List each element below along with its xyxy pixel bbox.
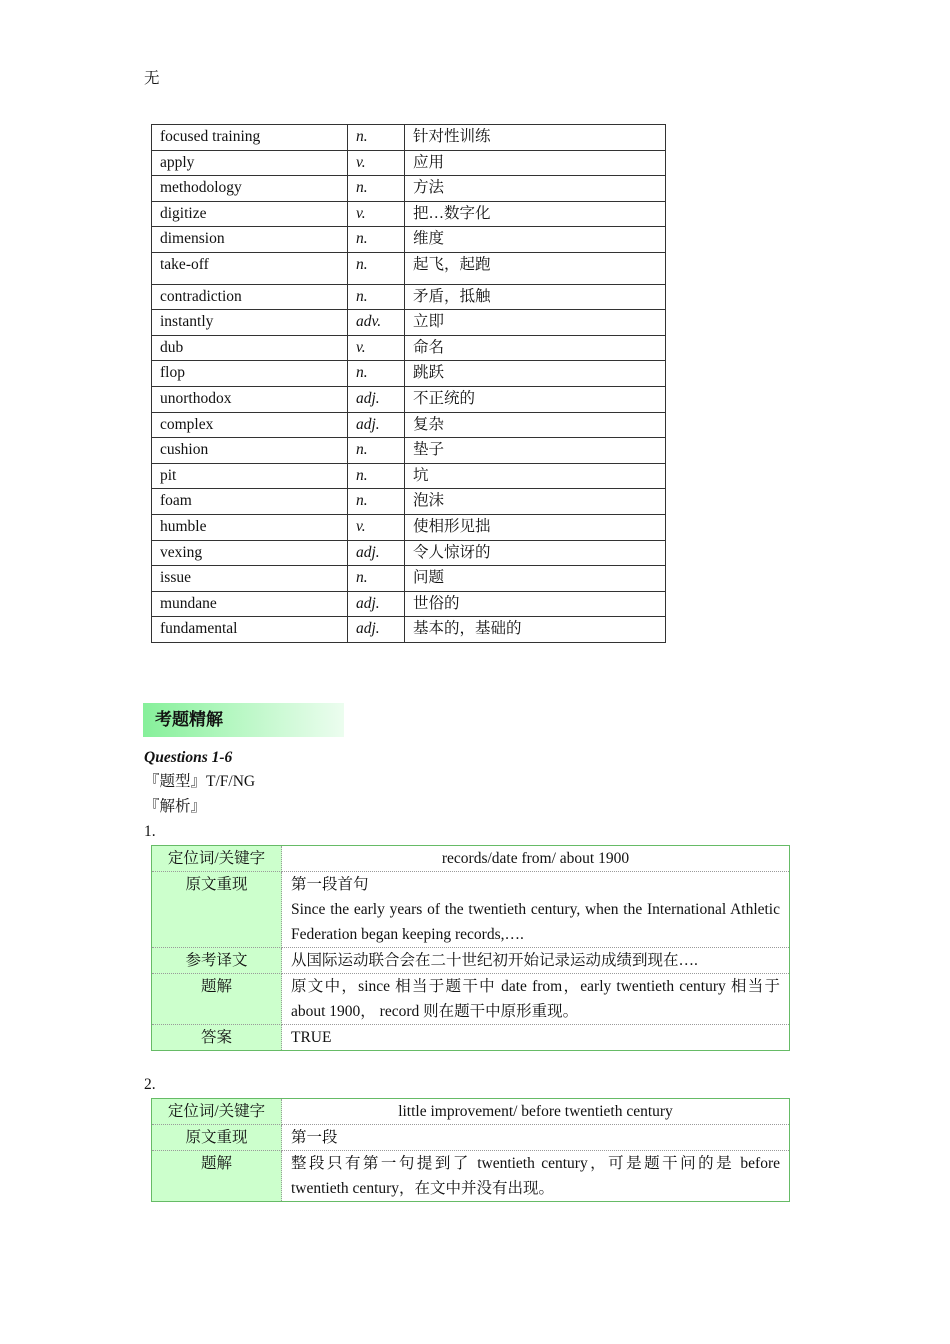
vocab-pos: v.	[348, 514, 405, 540]
vocab-word: digitize	[152, 201, 348, 227]
vocab-word: take-off	[152, 252, 348, 284]
vocab-word: vexing	[152, 540, 348, 566]
table-row	[152, 617, 666, 643]
vocab-meaning: 复杂	[405, 412, 666, 438]
vocab-pos: v.	[348, 150, 405, 176]
table-row	[152, 335, 666, 361]
vocab-meaning: 令人惊讶的	[405, 540, 666, 566]
table-row	[152, 386, 666, 412]
keyword-label: 定位词/关键字	[152, 1099, 282, 1125]
vocab-word: foam	[152, 489, 348, 515]
question-2-table	[151, 1098, 790, 1202]
source-label: 原文重现	[152, 1125, 282, 1151]
vocab-pos: n.	[348, 284, 405, 310]
table-row	[152, 227, 666, 253]
source-cell	[282, 872, 790, 948]
table-row	[152, 846, 790, 872]
vocab-meaning: 使相形见拙	[405, 514, 666, 540]
vocab-pos: adj.	[348, 540, 405, 566]
table-row	[152, 150, 666, 176]
table-row	[152, 1125, 790, 1151]
vocab-meaning: 坑	[405, 463, 666, 489]
vocab-meaning: 问题	[405, 566, 666, 592]
keyword-value: records/date from/ about 1900	[282, 846, 790, 872]
question-1-table	[151, 845, 790, 1051]
vocab-word: methodology	[152, 176, 348, 202]
vocab-word: cushion	[152, 438, 348, 464]
questions-title: Questions 1-6	[144, 749, 233, 766]
vocab-word: apply	[152, 150, 348, 176]
vocab-meaning: 矛盾，抵触	[405, 284, 666, 310]
table-row	[152, 310, 666, 336]
table-row	[152, 284, 666, 310]
table-row	[152, 974, 790, 1025]
vocab-meaning: 不正统的	[405, 386, 666, 412]
vocab-meaning: 跳跃	[405, 361, 666, 387]
vocab-pos: n.	[348, 566, 405, 592]
table-row	[152, 540, 666, 566]
source-location: 第一段	[282, 1125, 790, 1151]
table-row	[152, 463, 666, 489]
table-row	[152, 252, 666, 284]
vocab-meaning: 命名	[405, 335, 666, 361]
vocab-pos: adv.	[348, 310, 405, 336]
table-row	[152, 438, 666, 464]
vocab-meaning: 起飞，起跑	[405, 252, 666, 284]
translation-value: 从国际运动联合会在二十世纪初开始记录运动成绩到现在….	[282, 948, 790, 974]
table-row	[152, 489, 666, 515]
keyword-label: 定位词/关键字	[152, 846, 282, 872]
explain-label: 题解	[152, 974, 282, 1025]
table-row	[152, 872, 790, 948]
vocab-pos: v.	[348, 335, 405, 361]
table-row	[152, 948, 790, 974]
vocab-word: dub	[152, 335, 348, 361]
vocab-word: fundamental	[152, 617, 348, 643]
vocab-word: mundane	[152, 591, 348, 617]
explain-label: 题解	[152, 1151, 282, 1202]
source-text: Since the early years of the twentieth century, when the International Athletic Federation began keeping records,….	[291, 901, 780, 943]
vocab-pos: n.	[348, 125, 405, 151]
table-row	[152, 361, 666, 387]
section-heading: 考题精解	[143, 703, 344, 737]
question-number: 1.	[144, 823, 156, 840]
question-number: 2.	[144, 1076, 156, 1093]
vocab-word: contradiction	[152, 284, 348, 310]
table-row	[152, 1099, 790, 1125]
explain-value: 原文中，since 相当于题干中 date from，early twentieth century 相当于 about 1900， record 则在题干中原形重现。	[282, 974, 790, 1025]
answer-value: TRUE	[291, 1029, 332, 1046]
table-row	[152, 591, 666, 617]
vocab-pos: n.	[348, 489, 405, 515]
vocab-pos: n.	[348, 463, 405, 489]
vocab-meaning: 维度	[405, 227, 666, 253]
vocab-word: dimension	[152, 227, 348, 253]
vocab-meaning: 方法	[405, 176, 666, 202]
vocab-word: complex	[152, 412, 348, 438]
vocab-meaning: 立即	[405, 310, 666, 336]
vocab-pos: adj.	[348, 617, 405, 643]
table-row	[152, 514, 666, 540]
source-label: 原文重现	[152, 872, 282, 948]
top-note: 无	[144, 70, 160, 87]
table-row	[152, 201, 666, 227]
vocab-word: instantly	[152, 310, 348, 336]
question-type: 『题型』T/F/NG	[144, 773, 256, 790]
vocab-pos: n.	[348, 227, 405, 253]
vocab-pos: adj.	[348, 591, 405, 617]
vocab-meaning: 世俗的	[405, 591, 666, 617]
vocab-word: humble	[152, 514, 348, 540]
vocab-pos: n.	[348, 176, 405, 202]
table-row	[152, 125, 666, 151]
vocab-word: focused training	[152, 125, 348, 151]
translation-label: 参考译文	[152, 948, 282, 974]
keyword-value: little improvement/ before twentieth century	[282, 1099, 790, 1125]
table-row	[152, 176, 666, 202]
vocab-meaning: 垫子	[405, 438, 666, 464]
source-location: 第一段首句	[291, 876, 369, 893]
vocab-pos: v.	[348, 201, 405, 227]
vocab-word: unorthodox	[152, 386, 348, 412]
explain-value: 整段只有第一句提到了 twentieth century，可是题干问的是 before twentieth century，在文中并没有出现。	[291, 1155, 780, 1197]
vocab-meaning: 把…数字化	[405, 201, 666, 227]
vocab-meaning: 针对性训练	[405, 125, 666, 151]
vocab-pos: n.	[348, 438, 405, 464]
vocab-pos: adj.	[348, 386, 405, 412]
vocab-pos: adj.	[348, 412, 405, 438]
vocab-pos: n.	[348, 361, 405, 387]
table-row	[152, 1151, 790, 1202]
vocab-meaning: 应用	[405, 150, 666, 176]
vocabulary-table	[151, 124, 666, 643]
table-row	[152, 412, 666, 438]
vocab-meaning: 基本的，基础的	[405, 617, 666, 643]
table-row	[152, 566, 666, 592]
table-row	[152, 1025, 790, 1051]
vocab-word: pit	[152, 463, 348, 489]
vocab-pos: n.	[348, 252, 405, 284]
answer-label: 答案	[152, 1025, 282, 1051]
analysis-label: 『解析』	[144, 798, 207, 815]
vocab-word: issue	[152, 566, 348, 592]
vocab-meaning: 泡沫	[405, 489, 666, 515]
vocab-word: flop	[152, 361, 348, 387]
